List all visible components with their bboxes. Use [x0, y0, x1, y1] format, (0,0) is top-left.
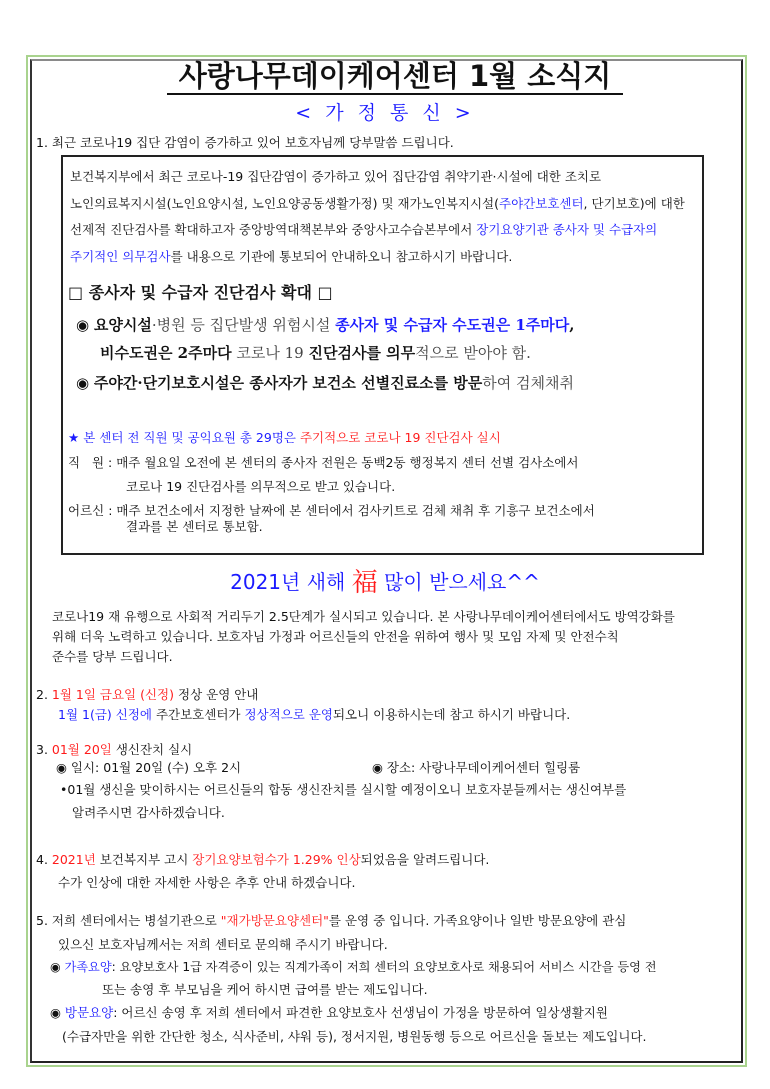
highlight-text: 장기요양기관 종사자 및 수급자의 [476, 222, 658, 237]
text: 주간보호센터가 [151, 707, 245, 722]
bullet-radio-icon: ◉ [50, 960, 61, 974]
text: : 요양보호사 1급 자격증이 있는 직계가족이 저희 센터의 요양보호사로 채용되어 서비스 시간을 등영 전 [111, 960, 657, 974]
visit-care-item [50, 1003, 608, 1021]
highlight-text: 종사자 및 수급자 수도권은 1주마다 [335, 316, 570, 334]
elder-row-cont: 결과를 본 센터로 통보함. [126, 519, 263, 534]
fortune-character: 福 [351, 568, 378, 598]
text: 적으로 받아야 함. [415, 344, 531, 362]
label: 직 원 : [68, 455, 117, 470]
box-intro-line4 [70, 247, 512, 265]
page-subtitle: < 가 정 통 신 > [295, 102, 475, 124]
text: 많이 받으세요^^ [377, 570, 540, 594]
highlight-text: 1월 1(금) 신정에 [58, 707, 152, 722]
bullet-radio-icon: ◉ [50, 1005, 61, 1020]
text: 하여 검체채취 [482, 374, 574, 392]
highlight-text: 2021년 [51, 852, 96, 867]
text: 코로나 19 [231, 344, 309, 362]
visit-care-item-cont: (수급자만을 위한 간단한 청소, 식사준비, 샤워 등), 정서지원, 병원동행 등으로 어르신을 돌보는 제도입니다. [62, 1029, 647, 1044]
text: 생신잔치 실시 [111, 742, 193, 757]
highlight-text: 1월 1일 금요일 (신정) [51, 687, 175, 702]
section2-body [58, 705, 570, 723]
bullet-item-1-cont [100, 342, 531, 363]
highlight-text: 01월 20일 [51, 742, 112, 757]
staff-row [68, 453, 578, 471]
box-intro-line3 [70, 220, 657, 238]
text: 2. [36, 687, 52, 702]
section5-heading [36, 911, 626, 929]
highlight-text: "재가방문요양센터" [220, 913, 329, 928]
text: 비수도권은 2주마다 [100, 344, 232, 362]
text: 4. [36, 852, 52, 867]
label: 가족요양 [64, 960, 112, 974]
family-care-item [50, 958, 657, 975]
section4-heading [36, 850, 489, 868]
text: 요양시설 [93, 316, 152, 334]
text: 본 센터 전 직원 및 공익요원 총 29명은 [83, 430, 300, 445]
family-care-item-cont: 또는 송영 후 부모님을 케어 하시면 급여를 받는 제도입니다. [102, 982, 428, 997]
text: 보건복지부 고시 [95, 852, 193, 867]
star-icon: ★ [68, 430, 80, 445]
bullet-radio-icon: ◉ [56, 760, 67, 775]
text: 3. [36, 742, 52, 757]
text: 를 내용으로 기관에 통보되어 안내하오니 참고하시기 바랍니다. [170, 249, 513, 264]
intro-paragraph-line2: 위해 더욱 노력하고 있습니다. 보호자님 가정과 어르신들의 안전을 위하여 행사 및 모임 자제 및 안전수칙 [52, 629, 619, 644]
text: 매주 보건소에서 지정한 날짜에 본 센터에서 검사키트로 검체 채취 후 기흥구 보건소에서 [116, 503, 595, 518]
section1-heading: 1. 최근 코로나19 집단 감염이 증가하고 있어 보호자님께 당부말씀 드립니다. [36, 135, 454, 150]
text: , 단기보호)에 대한 [583, 196, 685, 211]
highlight-text: 주기적인 의무검사 [70, 249, 171, 264]
section2-heading [36, 685, 258, 703]
text: 5. 저희 센터에서는 병설기관으로 [36, 913, 221, 928]
highlight-text: 주기적으로 코로나 19 진단검사 실시 [299, 430, 501, 445]
page-title: 사랑나무데이케어센터 1월 소식지 [167, 60, 623, 95]
highlight-text: 정상적으로 운영 [244, 707, 333, 722]
bullet-item-2 [76, 372, 574, 393]
highlight-text: 장기요양보험수가 1.29% 인상 [192, 852, 361, 867]
text: 진단검사를 의무 [308, 344, 416, 362]
section3-heading [36, 740, 192, 758]
section4-body: 수가 인상에 대한 자세한 사항은 추후 안내 하겠습니다. [58, 875, 356, 890]
text: 정상 운영 안내 [174, 687, 259, 702]
label: 어르신 : [68, 503, 117, 518]
birthday-place [372, 758, 580, 776]
text: 장소: 사랑나무데이케어센터 힐링룸 [386, 760, 581, 775]
bullet-radio-icon: ◉ [76, 316, 90, 334]
text: 되었음을 알려드립니다. [360, 852, 490, 867]
text: , [569, 316, 575, 334]
highlight-text: 주야간보호센터 [499, 196, 584, 211]
text: 일시: 01월 20일 (수) 오후 2시 [70, 760, 242, 775]
bullet-radio-icon: ◉ [76, 374, 90, 392]
text: 되오니 이용하시는데 참고 하시기 바랍니다. [332, 707, 571, 722]
intro-paragraph-line1: 코로나19 재 유행으로 사회적 거리두기 2.5단계가 실시되고 있습니다. 본 사랑나무데이케어센터에서도 방역강화를 [52, 609, 675, 624]
text: ·병원 등 집단발생 위험시설 [151, 316, 336, 334]
newyear-greeting [0, 562, 770, 599]
box-intro-line2 [70, 194, 685, 212]
text: 선제적 진단검사를 확대하고자 중앙방역대책본부와 중앙사고수습본부에서 [70, 222, 477, 237]
birthday-note-line2: 알려주시면 감사하겠습니다. [72, 805, 225, 820]
birthday-datetime [56, 758, 241, 776]
staff-test-notice [68, 428, 501, 446]
text: 매주 월요일 오전에 본 센터의 종사자 전원은 동백2동 행정복지 센터 선별 검사소에서 [116, 455, 579, 470]
box-intro-line1: 보건복지부에서 최근 코로나-19 집단감염이 증가하고 있어 집단감염 취약기관·시설에 대한 조치로 [70, 169, 602, 184]
bullet-item-1 [76, 314, 575, 335]
staff-row-cont: 코로나 19 진단검사를 의무적으로 받고 있습니다. [126, 479, 396, 494]
section5-line2: 있으신 보호자님께서는 저희 센터로 문의해 주시기 바랍니다. [58, 937, 388, 952]
expansion-title: □ 종사자 및 수급자 진단검사 확대 □ [68, 283, 333, 302]
text: 노인의료복지시설(노인요양시설, 노인요양공동생활가정) 및 재가노인복지시설( [70, 196, 500, 211]
text: 를 운영 중 입니다. 가족요양이나 일반 방문요양에 관심 [328, 913, 627, 928]
bullet-radio-icon: ◉ [372, 760, 383, 775]
text: 주야간·단기보호시설은 종사자가 보건소 선별진료소를 방문 [93, 374, 483, 392]
label: 방문요양 [64, 1005, 114, 1020]
text: : 어르신 송영 후 저희 센터에서 파견한 요양보호사 선생님이 가정을 방문하여 일상생활지원 [113, 1005, 608, 1020]
intro-paragraph-line3: 준수를 당부 드립니다. [52, 649, 173, 664]
text: 2021년 새해 [230, 570, 352, 594]
birthday-note-line1: •01월 생신을 맞이하시는 어르신들의 합동 생신잔치를 실시할 예정이오니 보호자분들께서는 생신여부를 [60, 782, 627, 797]
